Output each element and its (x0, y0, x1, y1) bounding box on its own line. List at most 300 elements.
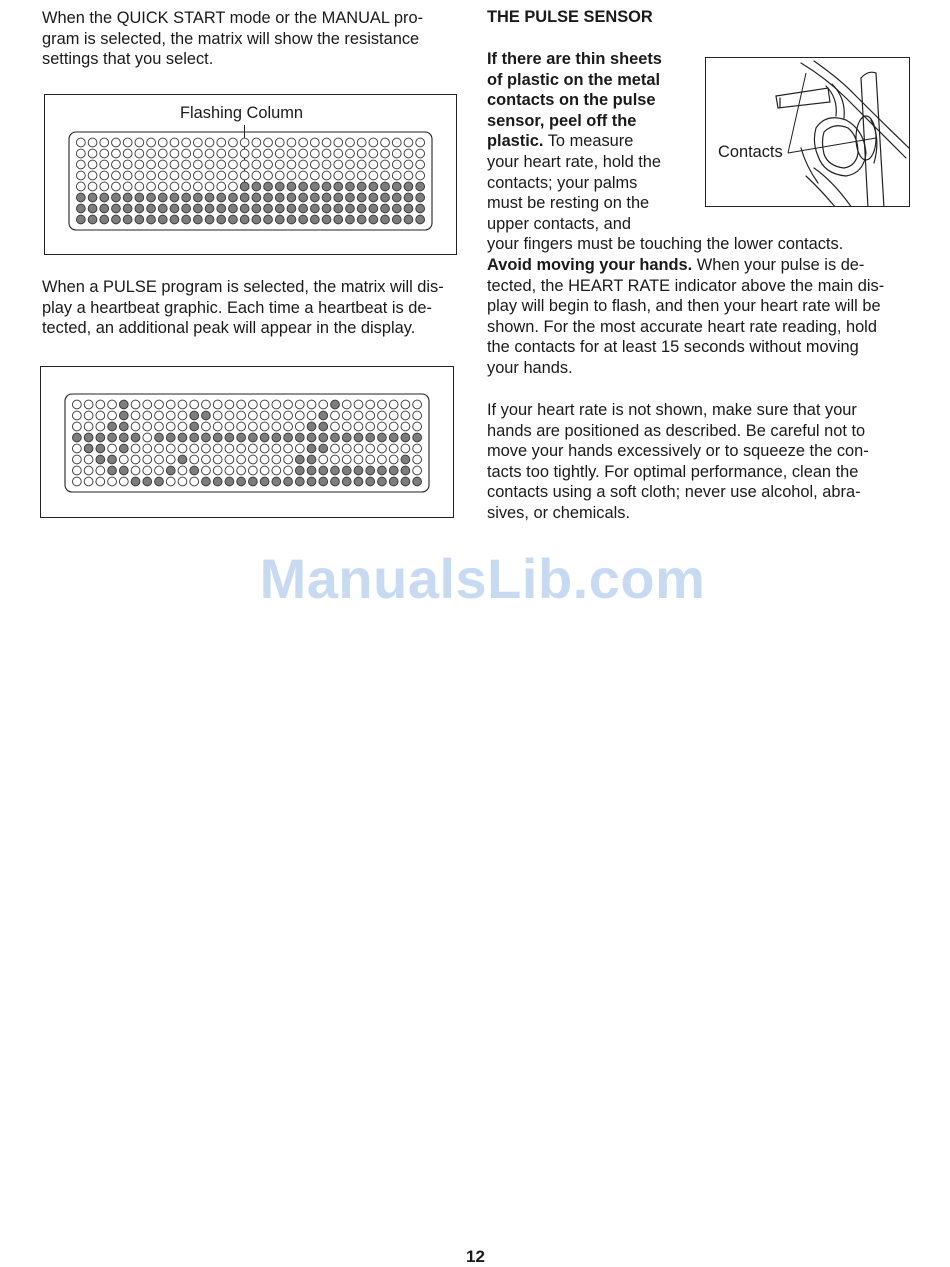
led-dot-lit (319, 477, 328, 486)
led-dot (272, 455, 281, 464)
led-dot (284, 400, 293, 409)
led-dot (135, 160, 144, 169)
led-dot (158, 149, 167, 158)
text-line: move your hands excessively or to squeeze the con- (487, 442, 869, 461)
led-dot (88, 149, 97, 158)
led-dot (123, 138, 132, 147)
led-dot (248, 455, 257, 464)
body-text: your fingers must be touching the lower contacts. (487, 235, 844, 254)
led-dot-lit (381, 215, 390, 224)
led-dot-lit (76, 193, 85, 202)
led-dot (131, 444, 140, 453)
led-dot (225, 455, 234, 464)
text-line (487, 358, 884, 379)
led-dot-lit (170, 204, 179, 213)
leader-line (788, 138, 876, 153)
led-dot (357, 138, 366, 147)
led-dot (284, 455, 293, 464)
led-dot (237, 400, 246, 409)
led-dot-lit (248, 477, 257, 486)
led-dot-lit (158, 204, 167, 213)
led-dot (240, 149, 249, 158)
led-dot-lit (322, 204, 331, 213)
led-dot (72, 466, 81, 475)
led-dot-lit (190, 466, 199, 475)
text-line (487, 214, 884, 235)
led-dot-lit (378, 477, 387, 486)
led-dot-lit (84, 444, 93, 453)
led-dot (264, 160, 273, 169)
led-dot (193, 182, 202, 191)
led-dot (322, 149, 331, 158)
led-dot (88, 138, 97, 147)
led-dot (413, 455, 422, 464)
led-dot (143, 466, 152, 475)
led-dot (190, 455, 199, 464)
led-dot (88, 182, 97, 191)
led-dot-lit (178, 455, 187, 464)
led-dot (299, 138, 308, 147)
led-dot (413, 411, 422, 420)
led-dot (84, 477, 93, 486)
led-dot (346, 171, 355, 180)
led-dot (322, 171, 331, 180)
led-dot (284, 411, 293, 420)
led-dot-lit (264, 215, 273, 224)
led-dot (354, 400, 363, 409)
led-dot (213, 400, 222, 409)
text-line: gram is selected, the matrix will show the resistance (42, 29, 420, 48)
led-dot-lit (334, 182, 343, 191)
body-text: must be resting on the (487, 194, 650, 213)
led-dot-lit (96, 444, 105, 453)
led-dot (72, 477, 81, 486)
led-dot-lit (217, 204, 226, 213)
body-text: your hands. (487, 358, 573, 377)
led-dot-lit (272, 477, 281, 486)
led-dot (392, 138, 401, 147)
led-dot (193, 171, 202, 180)
led-dot (205, 171, 214, 180)
led-dot-lit (96, 455, 105, 464)
led-dot-lit (135, 215, 144, 224)
led-dot (178, 466, 187, 475)
leader-line (788, 73, 806, 153)
led-dot (240, 138, 249, 147)
led-dot (331, 422, 340, 431)
led-dot-lit (100, 215, 109, 224)
led-dot-lit (147, 215, 156, 224)
led-dot-lit (252, 215, 261, 224)
led-dot (389, 455, 398, 464)
led-dot (416, 138, 425, 147)
led-dot (143, 455, 152, 464)
led-dot-lit (182, 193, 191, 202)
led-dot-lit (237, 477, 246, 486)
led-dot-lit (202, 433, 211, 442)
led-dot-lit (404, 204, 413, 213)
led-dot (213, 444, 222, 453)
led-dot-lit (357, 204, 366, 213)
led-dot (155, 466, 164, 475)
led-dot (170, 138, 179, 147)
led-dot (378, 411, 387, 420)
led-dot (182, 138, 191, 147)
led-dot (143, 433, 152, 442)
led-dot-lit (366, 433, 375, 442)
led-dot-lit (178, 433, 187, 442)
led-dot (131, 400, 140, 409)
led-dot (369, 149, 378, 158)
led-dot (108, 477, 117, 486)
led-dot-lit (366, 477, 375, 486)
led-dot (366, 455, 375, 464)
led-dot (366, 444, 375, 453)
pulse-program-paragraph (42, 277, 444, 339)
led-dot (404, 149, 413, 158)
led-dot (217, 171, 226, 180)
matrix-frame (69, 132, 432, 230)
led-dot-lit (354, 433, 363, 442)
led-dot-lit (84, 433, 93, 442)
led-dot (131, 422, 140, 431)
led-dot (229, 160, 238, 169)
resistance-led-matrix (68, 131, 433, 231)
led-dot (392, 171, 401, 180)
led-dot (155, 400, 164, 409)
led-dot (237, 466, 246, 475)
led-dot-lit (284, 477, 293, 486)
led-dot (100, 182, 109, 191)
led-dot (346, 149, 355, 158)
led-dot (72, 455, 81, 464)
led-dot (131, 411, 140, 420)
led-dot-lit (170, 193, 179, 202)
body-text: play will begin to flash, and then your heart rate will be (487, 297, 881, 316)
led-dot (334, 138, 343, 147)
led-dot-lit (392, 182, 401, 191)
led-dot (178, 422, 187, 431)
led-dot (170, 171, 179, 180)
led-dot-lit (264, 204, 273, 213)
led-dot (378, 455, 387, 464)
led-dot (272, 400, 281, 409)
led-dot-lit (112, 193, 121, 202)
led-dot (295, 444, 304, 453)
led-dot (307, 400, 316, 409)
led-dot-lit (389, 433, 398, 442)
text-line: When the QUICK START mode or the MANUAL pro- (42, 9, 424, 27)
led-dot-lit (100, 204, 109, 213)
led-dot (404, 171, 413, 180)
text-line (487, 337, 884, 358)
led-dot-lit (131, 477, 140, 486)
led-dot-lit (299, 182, 308, 191)
led-dot-lit (401, 433, 410, 442)
led-dot (346, 160, 355, 169)
watermark: ManualsLib.com (259, 547, 706, 610)
led-dot-lit (193, 193, 202, 202)
led-dot (76, 182, 85, 191)
led-dot (299, 171, 308, 180)
led-dot-lit (307, 466, 316, 475)
led-dot-lit (275, 182, 284, 191)
led-dot-lit (369, 193, 378, 202)
led-dot-lit (346, 204, 355, 213)
led-dot (158, 138, 167, 147)
led-dot-lit (88, 193, 97, 202)
led-dot (166, 477, 175, 486)
led-dot (307, 411, 316, 420)
led-dot-lit (147, 193, 156, 202)
led-dot-lit (108, 422, 117, 431)
led-dot (96, 400, 105, 409)
led-dot-lit (229, 193, 238, 202)
led-dot (100, 171, 109, 180)
led-dot-lit (100, 193, 109, 202)
led-dot (331, 455, 340, 464)
led-dot (166, 411, 175, 420)
led-dot-lit (322, 182, 331, 191)
page-number: 12 (466, 1247, 485, 1266)
led-dot (413, 466, 422, 475)
led-dot (369, 171, 378, 180)
led-dot (272, 422, 281, 431)
led-dot-lit (346, 215, 355, 224)
led-dot (190, 444, 199, 453)
led-dot-lit (381, 182, 390, 191)
led-dot-lit (319, 411, 328, 420)
led-dot (248, 400, 257, 409)
led-dot-lit (378, 466, 387, 475)
led-dot-lit (240, 193, 249, 202)
led-dot-lit (284, 433, 293, 442)
led-dot (416, 160, 425, 169)
led-dot (401, 422, 410, 431)
led-dot-lit (119, 466, 128, 475)
led-dot (108, 400, 117, 409)
led-dot (213, 466, 222, 475)
led-dot-lit (193, 215, 202, 224)
handlebar-sensor-drawing (706, 58, 910, 207)
led-dot-lit (342, 433, 351, 442)
led-dot (108, 411, 117, 420)
led-dot (319, 400, 328, 409)
led-dot (72, 444, 81, 453)
led-dot (147, 138, 156, 147)
led-dot (416, 149, 425, 158)
text-line: When a PULSE program is selected, the matrix will dis- (42, 278, 444, 296)
led-dot-lit (119, 422, 128, 431)
led-dot (229, 182, 238, 191)
led-dot (401, 400, 410, 409)
led-dot (240, 171, 249, 180)
led-dot-lit (202, 411, 211, 420)
led-dot-lit (119, 400, 128, 409)
led-dot (272, 444, 281, 453)
text-line: play a heartbeat graphic. Each time a heartbeat is de- (42, 298, 432, 317)
led-dot-lit (310, 193, 319, 202)
led-dot (229, 149, 238, 158)
body-text: tected, the HEART RATE indicator above the main dis- (487, 276, 885, 295)
led-dot (202, 455, 211, 464)
led-dot (354, 455, 363, 464)
led-dot (354, 444, 363, 453)
led-dot-lit (213, 477, 222, 486)
led-dot-lit (369, 215, 378, 224)
led-dot-lit (319, 422, 328, 431)
led-dot-lit (299, 215, 308, 224)
led-dot-lit (170, 215, 179, 224)
led-dot (202, 400, 211, 409)
led-dot-lit (272, 433, 281, 442)
led-dot (346, 138, 355, 147)
led-dot (366, 422, 375, 431)
led-dot-lit (287, 215, 296, 224)
led-dot (147, 160, 156, 169)
led-dot (310, 171, 319, 180)
led-dot (166, 422, 175, 431)
led-dot-lit (237, 433, 246, 442)
body-text: contacts; your palms (487, 173, 638, 192)
led-dot (229, 138, 238, 147)
led-dot (147, 171, 156, 180)
led-dot-lit (190, 411, 199, 420)
led-dot (342, 411, 351, 420)
led-dot (366, 411, 375, 420)
led-dot (260, 422, 269, 431)
led-dot (202, 444, 211, 453)
led-dot (190, 477, 199, 486)
led-dot-lit (334, 204, 343, 213)
led-dot (76, 149, 85, 158)
led-dot-lit (357, 215, 366, 224)
led-dot (131, 455, 140, 464)
led-dot (401, 411, 410, 420)
led-dot-lit (260, 477, 269, 486)
led-dot (225, 422, 234, 431)
led-dot-lit (275, 215, 284, 224)
led-dot (252, 138, 261, 147)
led-dot-lit (202, 477, 211, 486)
led-dot (225, 411, 234, 420)
text-line: settings that you select. (42, 50, 214, 69)
led-dot-lit (334, 193, 343, 202)
led-dot (217, 138, 226, 147)
led-dot-lit (147, 204, 156, 213)
led-dot (264, 171, 273, 180)
led-dot-lit (392, 193, 401, 202)
led-dot-lit (119, 444, 128, 453)
led-dot-lit (342, 466, 351, 475)
led-dot-lit (416, 182, 425, 191)
led-dot (166, 444, 175, 453)
flashing-column-label: Flashing Column (180, 104, 303, 122)
led-dot (357, 171, 366, 180)
led-dot (100, 149, 109, 158)
led-dot (155, 455, 164, 464)
led-dot (155, 411, 164, 420)
led-dot-lit (389, 466, 398, 475)
text-line (487, 234, 884, 255)
led-dot (88, 171, 97, 180)
led-dot (240, 160, 249, 169)
contacts-label: Contacts (718, 143, 783, 161)
bold-text: sensor, peel off the (487, 111, 637, 130)
led-dot (284, 466, 293, 475)
led-dot (413, 444, 422, 453)
led-dot (119, 455, 128, 464)
led-dot (275, 160, 284, 169)
led-dot (389, 444, 398, 453)
led-dot (112, 160, 121, 169)
led-dot (401, 444, 410, 453)
bold-text: contacts on the pulse (487, 91, 656, 110)
led-dot-lit (158, 193, 167, 202)
body-text: To measure (543, 132, 634, 151)
led-dot-lit (205, 193, 214, 202)
led-dot (354, 422, 363, 431)
led-dot (275, 171, 284, 180)
led-dot-lit (307, 477, 316, 486)
led-dot-lit (193, 204, 202, 213)
led-dot (252, 171, 261, 180)
led-dot (88, 160, 97, 169)
led-dot (202, 466, 211, 475)
body-text: When your pulse is de- (692, 255, 865, 274)
body-text: the contacts for at least 15 seconds without moving (487, 338, 859, 357)
led-dot (190, 400, 199, 409)
text-line: hands are positioned as described. Be careful not to (487, 421, 866, 440)
led-dot (143, 444, 152, 453)
led-dot-lit (299, 204, 308, 213)
led-dot (392, 149, 401, 158)
led-dot (72, 400, 81, 409)
led-dot-lit (369, 204, 378, 213)
led-dot-lit (182, 215, 191, 224)
led-dot (237, 444, 246, 453)
led-dot (155, 422, 164, 431)
led-dot (182, 149, 191, 158)
led-dot-lit (381, 204, 390, 213)
led-dot (357, 160, 366, 169)
led-dot (135, 138, 144, 147)
led-dot-lit (389, 477, 398, 486)
led-dot (213, 422, 222, 431)
led-dot (158, 182, 167, 191)
led-dot (389, 411, 398, 420)
led-dot (389, 422, 398, 431)
body-text: upper contacts, and (487, 214, 631, 233)
led-dot (96, 477, 105, 486)
led-dot-lit (366, 466, 375, 475)
led-dot (299, 160, 308, 169)
led-dot-lit (307, 422, 316, 431)
pulse-sensor-illustration (705, 57, 910, 207)
led-dot (275, 149, 284, 158)
led-dot-lit (240, 215, 249, 224)
led-dot (319, 455, 328, 464)
led-dot-lit (135, 193, 144, 202)
led-dot-lit (135, 204, 144, 213)
led-dot (287, 160, 296, 169)
bold-text: plastic. (487, 132, 544, 151)
led-dot-lit (108, 433, 117, 442)
led-dot (272, 466, 281, 475)
led-dot-lit (369, 182, 378, 191)
led-dot (378, 422, 387, 431)
led-dot-lit (307, 455, 316, 464)
